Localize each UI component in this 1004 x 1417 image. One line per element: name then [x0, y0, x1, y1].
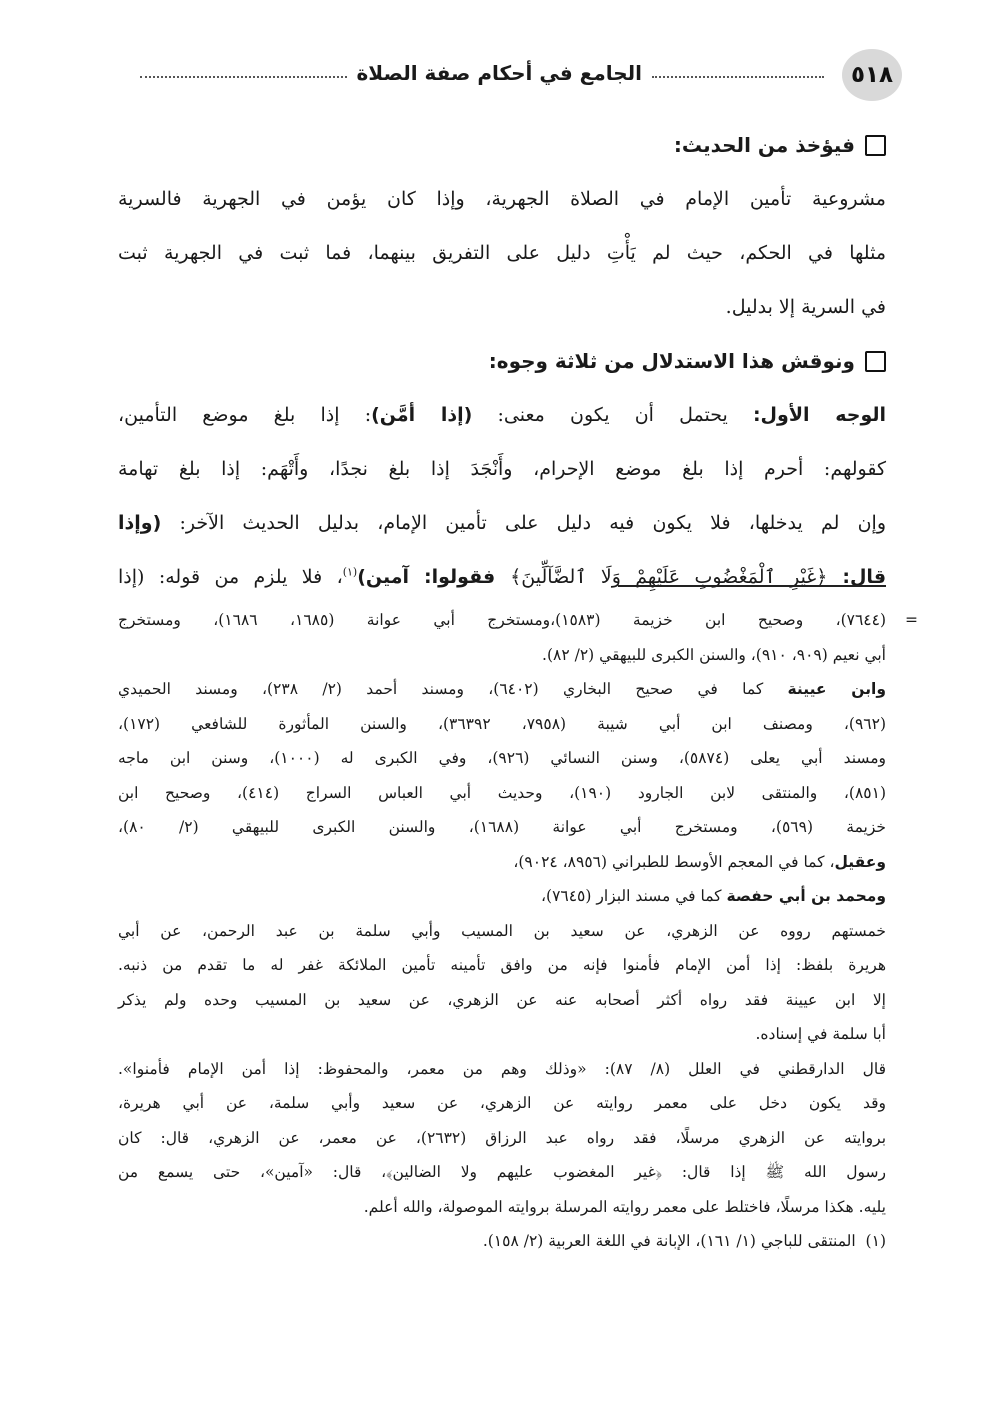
text-span: كما في مسند البزار (٧٦٤٥)،	[541, 887, 727, 905]
footnote-line	[118, 603, 918, 638]
footnote-line: (٩٦٢)، ومصنف ابن أبي شيبة (٧٩٥٨، ٣٦٣٩٢)، والسنن المأثورة للشافعي (١٧٢)،	[118, 714, 886, 733]
bold-quote: فقولوا: آمين)	[357, 566, 511, 588]
footnote-line: (٨٥١)، والمنتقى لابن الجارود (١٩٠)، وحديث أبي العباس السراج (٤١٤)، وصحيح ابن	[118, 783, 886, 802]
text-span: ، كما في المعجم الأوسط للطبراني (٨٩٥٦، ٩٠٢٤)،	[513, 852, 835, 871]
bold-quote: (إذا أمَّن)	[371, 404, 473, 426]
main-text	[118, 118, 886, 604]
section-heading	[118, 334, 886, 388]
bold-quote: (وإذا	[118, 512, 162, 534]
checkbox-icon	[865, 135, 886, 156]
bold-label: وعقيل	[834, 852, 886, 871]
paragraph-line: كقولهم: أحرم إذا بلغ موضع الإحرام، وأَنْجَدَ إذا بلغ نجدًا، وأَتْهَم: إذا بلغ تهامة	[118, 458, 886, 480]
page-header	[140, 45, 894, 101]
footnote-line: رسول الله ﷺ إذا قال: ﴿غير المغضوب عليهم ولا الضالين﴾، قال: «آمين»، حتى يسمع من	[118, 1163, 886, 1181]
footnote-ref: (١)	[342, 565, 358, 579]
footnote-number: (١)	[865, 1232, 886, 1250]
footnote-line	[118, 879, 886, 914]
continuation-mark: =	[905, 611, 918, 629]
bold-label: ومحمد بن أبي حفصة	[726, 887, 886, 905]
heading-text: فيؤخذ من الحديث:	[673, 133, 855, 157]
footnote-line: هريرة بلفظ: إذا أمن الإمام فأمنوا فإنه من وافق تأمينه تأمين الملائكة غفر له ما تقدم من ذنبه.	[118, 956, 886, 974]
bold-label: وابن عيينة	[787, 680, 886, 698]
footnote-line: أبا سلمة في إسناده.	[755, 1025, 886, 1043]
section-heading	[118, 118, 886, 172]
paragraph-line: في السرية إلا بدليل.	[725, 296, 886, 318]
footnote-line: خزيمة (٥٦٩)، ومستخرج أبي عوانة (١٦٨٨)، والسنن الكبرى للبيهقي (٢/ ٨٠)،	[118, 818, 887, 836]
header-dots-left	[140, 76, 347, 78]
bold-label: قال:	[827, 566, 887, 588]
footnote-line	[118, 672, 886, 707]
footnote-line: قال الدارقطني في العلل (٨/ ٨٧): «وذلك وهم من معمر، والمحفوظ: إذا أمن الإمام فأمنوا».	[118, 1059, 887, 1078]
paragraph-line	[118, 550, 886, 604]
footnote-1	[118, 1224, 886, 1259]
paragraph-line: مثلها في الحكم، حيث لم يَأْتِ دليل على التفريق بينهما، فما ثبت في الجهرية ثبت	[118, 242, 886, 264]
book-title: الجامع في أحكام صفة الصلاة	[356, 61, 642, 85]
checkbox-icon	[865, 351, 886, 372]
header-title-row	[140, 57, 824, 89]
footnote-line: خمستهم رووه عن الزهري، عن سعيد بن المسيب وأبي سلمة بن عبد الرحمن، عن أبي	[118, 921, 886, 940]
footnote-line: يليه. هكذا مرسلًا، فاختلط على معمر روايته المرسلة بروايته الموصولة، والله أعلم.	[363, 1197, 886, 1216]
footnote-divider	[618, 585, 886, 587]
bold-label: الوجه الأول:	[752, 404, 887, 426]
quran-verse: ﴿غَيْرِ ٱلْمَغْضُوبِ عَلَيْهِمْ وَلَا ٱلضَّآلِّينَ﴾	[510, 566, 828, 588]
text-span: (٧٦٤٤)، وصحيح ابن خزيمة (١٥٨٣)،ومستخرج أبي عوانة (١٦٨٥، ١٦٨٦)، ومستخرج	[118, 611, 886, 629]
footnote-line: ومسند أبي يعلى (٥٨٧٤)، وسنن النسائي (٩٢٦)، وفي الكبرى له (١٠٠٠)، وسنن ابن ماجه	[118, 749, 886, 767]
page-number: ٥١٨	[842, 49, 902, 101]
heading-text: ونوقش هذا الاستدلال من ثلاثة وجوه:	[488, 349, 855, 373]
paragraph-line	[118, 388, 886, 442]
paragraph-line	[118, 496, 886, 550]
header-dots-right	[652, 76, 824, 78]
text-span: كما في صحيح البخاري (٦٤٠٢)، ومسند أحمد (٢/ ٢٣٨)، ومسند الحميدي	[118, 680, 788, 698]
text-span: : إذا بلغ موضع التأمين،	[118, 404, 372, 426]
paragraph-line: مشروعية تأمين الإمام في الصلاة الجهرية، وإذا كان يؤمن في الجهرية فالسرية	[118, 188, 886, 210]
footnotes	[118, 603, 918, 1259]
footnote-line	[118, 845, 886, 880]
text-span: وإن لم يدخلها، فلا يكون فيه دليل على تأمين الإمام، بدليل الحديث الآخر:	[161, 512, 887, 534]
footnote-line: بروايته عن الزهري مرسلًا، فقد رواه عبد الرزاق (٢٦٣٢)، عن معمر، عن الزهري، قال: كان	[118, 1128, 887, 1147]
footnote-text: المنتقى للباجي (١/ ١٦١)، الإبانة في اللغة العربية (٢/ ١٥٨).	[482, 1232, 856, 1250]
footnote-line: وقد يكون دخل على معمر روايته عن الزهري، عن سعيد وأبي سلمة، عن أبي هريرة،	[118, 1094, 886, 1112]
text-span: يحتمل أن يكون معنى:	[472, 404, 753, 426]
footnote-line: أبي نعيم (٩٠٩، ٩١٠)، والسنن الكبرى للبيهقي (٢/ ٨٢).	[542, 645, 886, 664]
text-span: ، فلا يلزم من قوله: (إذا	[118, 566, 343, 588]
footnote-line: إلا ابن عيينة فقد رواه أكثر أصحابه عنه عن الزهري، عن سعيد بن المسيب وحده ولم يذكر	[118, 990, 886, 1009]
